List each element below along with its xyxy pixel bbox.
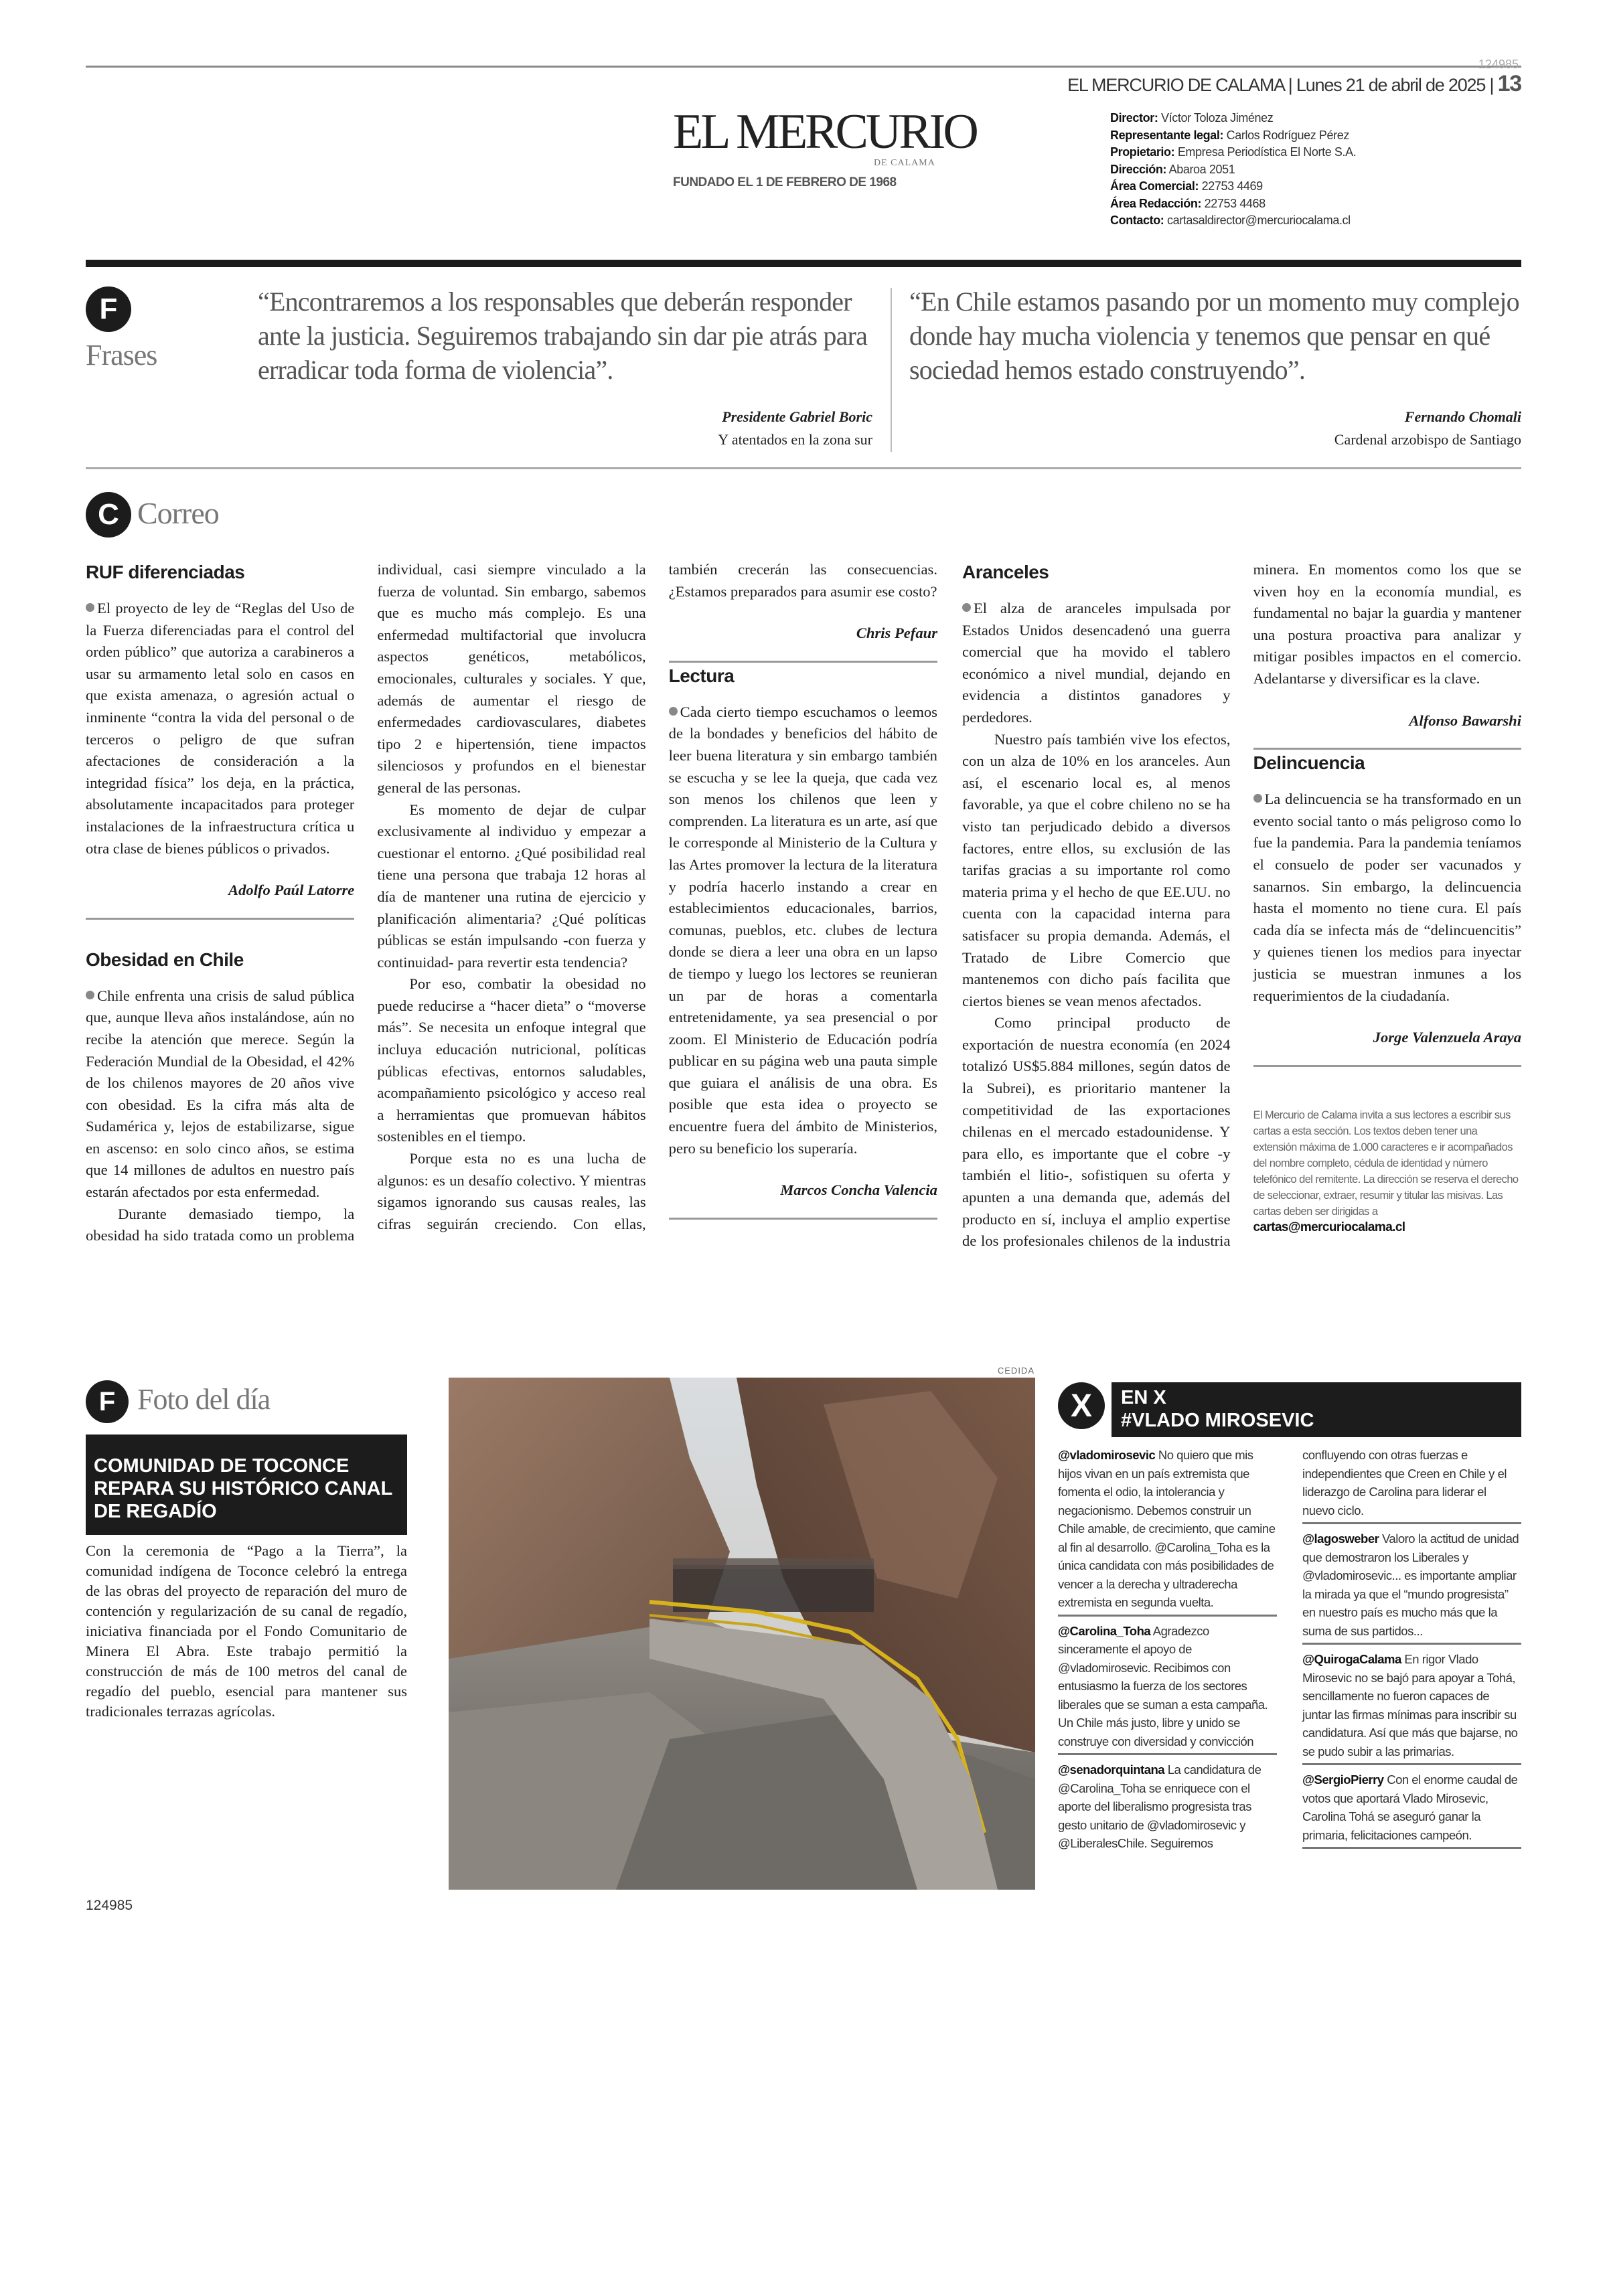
page-code: 124985: [86, 1898, 133, 1913]
quote-context: Y atentados en la zona sur: [718, 431, 872, 448]
page-header: EL MERCURIO DE CALAMA | Lunes 21 de abril de 2025 | 13: [1067, 71, 1521, 96]
tweet-handle[interactable]: @lagosweber: [1302, 1532, 1379, 1546]
masthead-value: Víctor Toloza Jiménez: [1161, 111, 1274, 125]
tweet-handle[interactable]: @Carolina_Toha: [1058, 1623, 1151, 1638]
letter-paragraph: Nuestro país también vive los efectos, con un alza de 10% en los aranceles. Aun así, el escenario local es, al menos favorable, ya que el cobre chileno no se ha visto tan perjudicado debido a diversos factores, entre ellos, su exclusión de las tarifas gracias a su importante rol como materia prima y el hecho de que EE.UU. no cuenta con la capacidad interna para satisfacer su propia demanda. Además, el Tratado de Libre Comercio que mantenemos con dicho país facilita que ciertos bienes se vean menos afectados.: [962, 730, 1231, 1009]
masthead-label: Contacto:: [1110, 214, 1164, 227]
quote-attribution: [909, 406, 1521, 451]
letter-paragraph: Durante demasiado tiempo, la obesidad ha sido tratada como un problema individual, casi siempre vinculado a la fuerza de voluntad. Sin embargo, sabemos que es mucho más complejo. Es una enfermedad multifactorial que involucra aspectos genéticos, metabólicos, emocionales, culturales y sociales. Y que, además de aumentar el riesgo de enfermedades cardiovasculares, diabetes tipo 2 e hipertensión, tiene impactos silenciosos y profundos en el bienestar general de las personas.: [86, 561, 646, 1244]
frases-icon: F: [86, 286, 131, 332]
masthead-value: 22753 4468: [1204, 196, 1266, 210]
masthead-label: Área Redacción:: [1110, 196, 1202, 210]
quote-text: “Encontraremos a los responsables que deberán responder ante la justicia. Seguiremos trabajando sin dar pie atrás para erradicar toda forma de violencia”.: [258, 286, 868, 385]
paragraph-text: El alza de aranceles impulsada por Estados Unidos desencadenó una guerra comercial que ha movido el tablero económico a nivel mundial, dejando en evidencia a distintos ganadores y perdedores.: [962, 600, 1231, 726]
tweet-handle[interactable]: @QuirogaCalama: [1302, 1652, 1401, 1666]
letter-paragraph: [86, 598, 354, 859]
masthead-row: [1110, 110, 1512, 127]
section-divider: [86, 467, 1521, 469]
quote-author: Fernando Chomali: [1404, 408, 1521, 425]
masthead-row: [1110, 127, 1512, 145]
masthead-value: 22753 4469: [1201, 179, 1263, 193]
letter-delincuencia: [1253, 750, 1522, 1067]
masthead-row: [1110, 195, 1512, 213]
letter-paragraph: Como principal producto de exportación de nuestra economía (en 2024 totalizó US$5.884 millones, según datos de la Subrei), es prioritario mantener la competitividad de las exportaciones chilenas en el mercado estadounidense. Y para ello, es importante que el cobre -y también el litio-, sofistiquen su oferta y apunten a una demanda que, además del producto en sí, incluya el amplio expertise de los profesionales chilenos de la industria minera. En momentos como los que se viven hoy en la economía mundial, es fundamental no bajar la guardia y mantener una postura proactiva para analizar y mitigar posibles impactos en el comercio. Adelantarse y diversificar es la clave.: [962, 561, 1521, 1250]
thick-divider: [86, 260, 1521, 267]
letter-paragraph: Es momento de dejar de culpar exclusivamente al individuo y empezar a cuestionar el entorno. ¿Qué posibilidad real tiene una persona que trabaja 12 horas al día de mantener una rutina de ejercicio y planificación alimentaria? ¿Qué políticas públicas se están impulsando -con fuerza y continuidad- para revertir esta tendencia?: [377, 801, 646, 971]
top-rule: [86, 66, 1521, 68]
page-number: 13: [1497, 71, 1521, 96]
tweet-text: Agradezco sinceramente el apoyo de @vladomirosevic. Recibimos con entusiasmo la fuerza de los sectores liberales que se suman a esta campaña. Un Chile más justo, libre y unido se construye con diversidad y convicción: [1058, 1623, 1268, 1748]
tweet-handle[interactable]: @SergioPierry: [1302, 1773, 1384, 1787]
correo-title: Correo: [137, 496, 219, 530]
letter-title: Obesidad en Chile: [86, 949, 244, 970]
quote-context: Cardenal arzobispo de Santiago: [1334, 431, 1521, 448]
correo-icon: C: [86, 492, 131, 538]
photo-credit: CEDIDA: [997, 1366, 1035, 1376]
letter-signature: Alfonso Bawarshi: [1409, 712, 1521, 729]
tweet: [1058, 1622, 1277, 1756]
letters-left-columns: [86, 559, 937, 1252]
masthead-value: Carlos Rodríguez Pérez: [1226, 128, 1349, 142]
tweet-text: La candidatura de @Carolina_Toha se enriquece con el aporte del liberalismo progresista tras gesto unitario de @vladomirosevic y @LiberalesChile. Seguiremos confluyendo con otras fuerzas e independientes que Creen en Chile y el liderazgo de Carolina para liderar el nuevo ciclo.: [1058, 1448, 1507, 1850]
letter-ruf: [86, 559, 354, 920]
letter-signature: Jorge Valenzuela Araya: [1373, 1029, 1521, 1046]
masthead-row: [1110, 178, 1512, 195]
masthead-value: Empresa Periodística El Norte S.A.: [1177, 145, 1357, 159]
letter-paragraph: Por eso, combatir la obesidad no puede reducirse a “hacer dieta” o “moverse más”. Se necesita un enfoque integral que incluya educación nutricional, políticas públicas efectivas, entornos saludables, acompañamiento psicológico y acceso real a herramientas que promuevan hábitos sostenibles en el tiempo.: [377, 975, 646, 1145]
tweet-text: No quiero que mis hijos vivan en un país extremista que fomenta el odio, la intolerancia y negacionismo. Debemos construir un Chile amable, de crecimiento, que camine al fin al desarrollo. @Carolina_Toha es la única candidata con más posibilidades de vencer a la derecha y ultraderecha extremista en segunda vuelta.: [1058, 1448, 1276, 1609]
bullet-icon: [669, 707, 678, 716]
tweet-handle[interactable]: @senadorquintana: [1058, 1762, 1165, 1777]
paper-name: EL MERCURIO DE CALAMA: [1067, 75, 1284, 95]
tweet: [1058, 1446, 1277, 1617]
paragraph-text: Chile enfrenta una crisis de salud pública que, aunque lleva años instalándose, aún no recibe la atención que merece. Según la Federación Mundial de la Obesidad, el 42% de los chilenos mayores de 20 años vive con obesidad. Es la cifra más alta de Sudamérica y, lejos de estabilizarse, sigue en ascenso: en solo cinco años, se estima que 14 millones de adultos en nuestro país estarán afectados por esta enfermedad.: [86, 987, 355, 1201]
tweet: [1302, 1530, 1521, 1645]
quotes-divider: [891, 288, 892, 452]
bullet-icon: [962, 603, 971, 612]
letter-paragraph: [962, 598, 1231, 729]
masthead-info: [1110, 110, 1512, 230]
masthead-row: [1110, 144, 1512, 161]
tweets-list: [1058, 1446, 1521, 1854]
letter-title: Lectura: [668, 665, 735, 686]
paragraph-text: La delincuencia se ha transformado en un evento social tanto o más peligroso como lo fue la pandemia. Para la pandemia teníamos el consuelo de poder ser vacunados y sanarnos. Sin embargo, la delincuencia hasta el momento no tiene cura. El país cada día se infecta más de “delincuencitis” y quienes tienen los medios para inyectar justicia se muestran inmunes a los requerimientos de la ciudadanía.: [1253, 791, 1521, 1004]
bullet-icon: [86, 603, 94, 612]
masthead-label: Director:: [1110, 111, 1158, 125]
masthead-row: [1110, 212, 1512, 230]
x-logo-icon: X: [1058, 1382, 1105, 1429]
letter-paragraph: [1253, 789, 1522, 1007]
letter-title: Delincuencia: [1253, 752, 1365, 774]
letter-divider: [669, 1218, 937, 1220]
letter-divider: [1253, 1065, 1522, 1067]
tweet-text: Valoro la actitud de unidad que demostraron los Liberales y @vladomirosevic... es importante ampliar la mirada ya que el “mundo progresista” en nuestro país es mucho más que la suma de sus partidos...: [1302, 1532, 1519, 1638]
tweet: [1302, 1650, 1521, 1765]
letter-signature: Marcos Concha Valencia: [780, 1181, 937, 1199]
contact-email[interactable]: cartasaldirector@mercuriocalama.cl: [1167, 214, 1351, 227]
founded-line: FUNDADO EL 1 DE FEBRERO DE 1968: [673, 175, 897, 189]
tweet-text: Con el enorme caudal de votos que aportará Vlado Mirosevic, Carolina Tohá se aseguró ganar la primaria, felicitaciones campeón.: [1302, 1773, 1518, 1842]
newspaper-logo: EL MERCURIO: [673, 104, 976, 159]
frases-title: Frases: [86, 339, 157, 372]
letter-title: Aranceles: [962, 562, 1049, 582]
letter-paragraph: Porque esta no es una lucha de algunos: es un desafío colectivo. Y mientras sigamos ignorando sus causas reales, las cifras seguirán creciendo. Con ellas, también crecerán las consecuencias. ¿Estamos preparados para asumir ese costo?: [377, 561, 937, 1232]
tweet-text: En rigor Vlado Mirosevic no se bajó para apoyar a Tohá, sencillamente no fueron capaces de juntar las firmas mínimas para inscribir su candidatura. Así que más que bajarse, no se pudo subir a las primarias.: [1302, 1652, 1518, 1758]
letters-submission-note: [1253, 1107, 1522, 1236]
bullet-icon: [86, 991, 94, 999]
foto-icon: F: [86, 1380, 129, 1423]
enx-banner: [1112, 1382, 1521, 1437]
quote-boric: [258, 284, 872, 451]
issue-date: Lunes 21 de abril de 2025: [1296, 75, 1486, 95]
quote-text: “En Chile estamos pasando por un momento muy complejo donde hay mucha violencia y tenemos que pensar en qué sociedad hemos estado construyendo”.: [909, 286, 1519, 385]
canal-photo: [449, 1378, 1035, 1890]
foto-title: Foto del día: [137, 1383, 271, 1416]
photo-caption: Con la ceremonia de “Pago a la Tierra”, la comunidad indígena de Toconce celebró la entrega de las obras del proyecto de reparación del muro de contención y regularización de su canal de regadío, iniciativa financiada por el Fondo Comunitario de Minera El Abra. Este trabajo permitió la construcción de más de 100 metros del canal de regadío del pueblo, esencial para mantener sus tradicionales terrazas agrícolas.: [86, 1542, 407, 1720]
note-text: El Mercurio de Calama invita a sus lectores a escribir sus cartas a esta sección. Los textos deben tener una extensión máxima de 1.000 caracteres e ir acompañados del nombre completo, cédula de identidad y número telefónico del remitente. La dirección se reserva el derecho de seleccionar, extraer, resumir y titular las misivas. Las cartas deben ser dirigidas a: [1253, 1109, 1519, 1218]
masthead-label: Representante legal:: [1110, 128, 1224, 142]
masthead-label: Propietario:: [1110, 145, 1175, 159]
paragraph-text: El proyecto de ley de “Reglas del Uso de la Fuerza diferenciadas para el control del orden público” que autoriza a carabineros a usar su armamento letal solo en casos en que exista amenaza, o agresión actual o inminente “contra la vida del personal o de terceros o peligro de que sufran afectaciones de consideración a la integridad física” los deja, en la práctica, absolutamente incapacitados para proteger instalaciones de la infraestructura crítica u otra clase de bienes públicos o privados.: [86, 600, 355, 857]
paragraph-text: Cada cierto tiempo escuchamos o leemos de la bondades y beneficios del hábito de leer buena literatura y sin embargo también se escucha y se lee la queja, que cada vez son menos los chilenos que leen y comprenden. La literatura es un arte, así que le corresponde al Ministerio de la Cultura y las Artes promover la lectura de la literatura y podría hacerlo instando a crear en establecimientos educacionales, barrios, comunas, pueblos, etc. clubes de lectura donde se diera a leer una obra en un lapso de tiempo y luego los lectores se reunieran un par de horas a comentarla entretenidamente, ya sea presencial o por zoom. El Ministerio de Educación podría publicar en su página web una pauta simple que guiara el análisis de una obra. Es posible que esta idea o proyecto se encuentre fuera del ámbito de Ministerios, pero su beneficio los superaría.: [668, 703, 937, 1157]
letter-signature: Chris Pefaur: [856, 625, 937, 642]
canyon-photo-image: [449, 1378, 1035, 1890]
quote-attribution: [258, 406, 872, 451]
masthead-label: Área Comercial:: [1110, 179, 1199, 193]
letter-divider: [86, 918, 354, 920]
letter-title: RUF diferenciadas: [86, 562, 245, 582]
masthead-value: Abaroa 2051: [1168, 162, 1235, 176]
letter-signature: Adolfo Paúl Latorre: [228, 882, 355, 899]
enx-hashtag: #VLADO MIROSEVIC: [1121, 1410, 1314, 1431]
letter-lectura: [669, 663, 937, 1220]
tweet: [1302, 1771, 1521, 1849]
letter-paragraph: [86, 985, 354, 1204]
letters-right-columns: [962, 559, 1521, 1257]
letters-email[interactable]: cartas@mercuriocalama.cl: [1253, 1220, 1405, 1234]
letter-paragraph: [669, 702, 937, 1159]
quote-author: Presidente Gabriel Boric: [722, 408, 872, 425]
enx-title: EN X: [1121, 1387, 1166, 1408]
tweet-handle[interactable]: @vladomirosevic: [1058, 1448, 1156, 1462]
page-code-faint: 124985: [1478, 58, 1519, 71]
masthead-label: Dirección:: [1110, 162, 1167, 176]
bullet-icon: [1253, 794, 1262, 803]
people-group: [673, 1558, 874, 1612]
photo-headline: COMUNIDAD DE TOCONCE REPARA SU HISTÓRICO CANAL DE REGADÍO: [86, 1434, 407, 1535]
quote-chomali: [909, 284, 1521, 451]
masthead-row: [1110, 161, 1512, 179]
newspaper-logo-sub: DE CALAMA: [874, 158, 935, 168]
